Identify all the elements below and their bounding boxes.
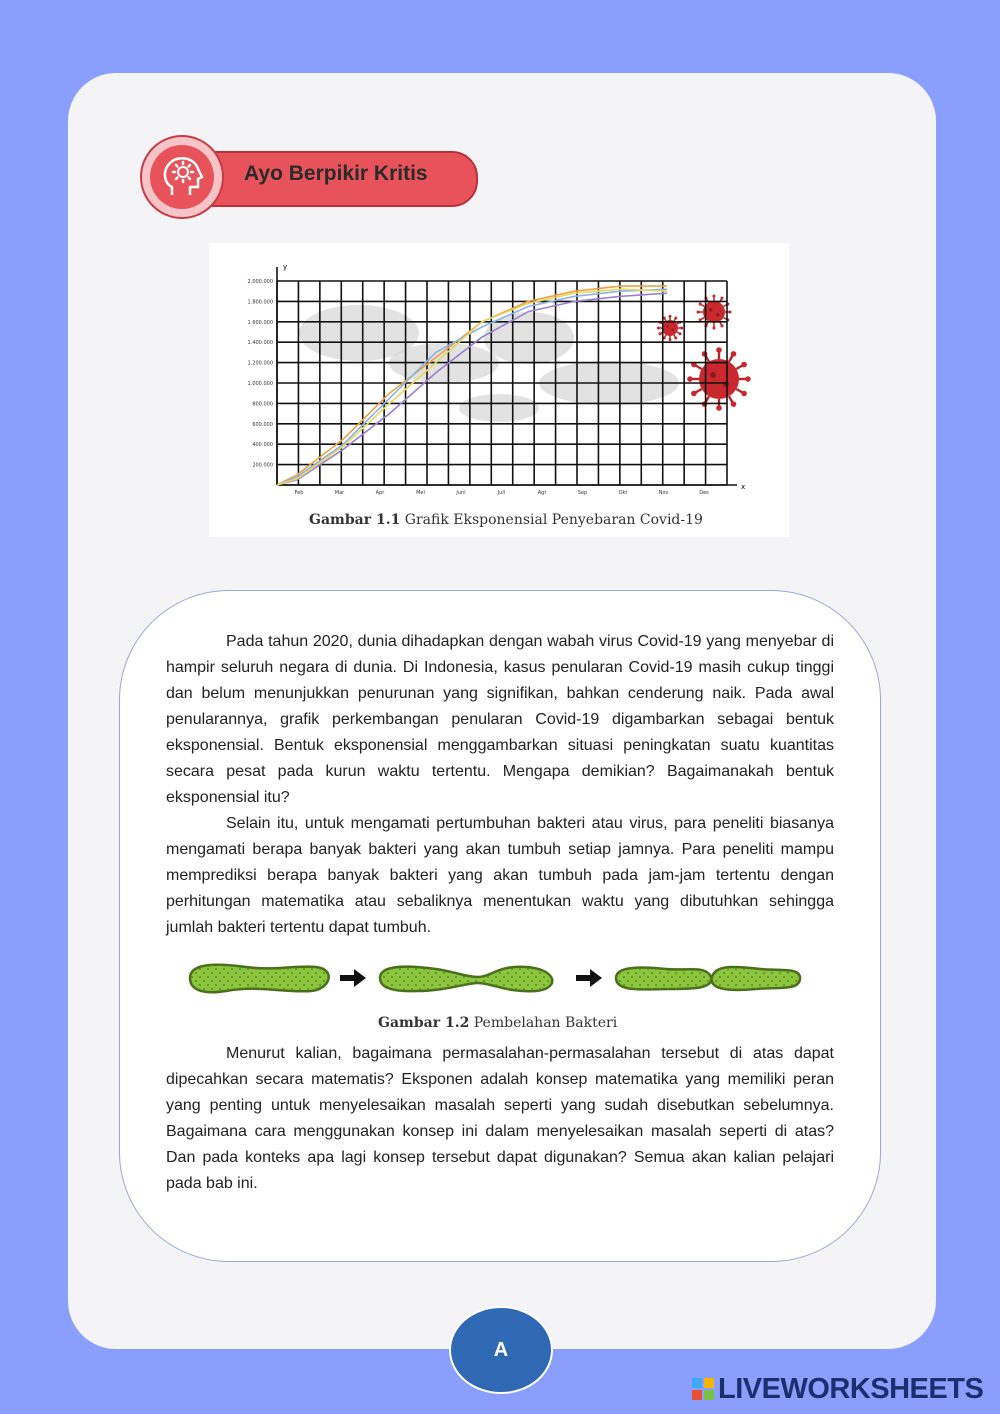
x-tick-label: Juli bbox=[497, 490, 506, 496]
paragraph-3: Menurut kalian, bagaimana permasalahan-permasalahan tersebut di atas dapat dipecahkan secara matematis? Eksponen adalah konsep matematika yang memiliki peran yang penting untuk menyelesaikan masalah seperti yang sudah disebutkan sebelumnya. Bagaimana cara menggunakan konsep ini dalam menyelesaikan masalah seperti di atas? Dan pada konteks apa lagi konsep tersebut dapat digunakan? Semua akan kalian pelajari pada bab ini. bbox=[166, 1045, 834, 1192]
bacterium-whole bbox=[190, 965, 329, 993]
x-tick-label: Agt bbox=[537, 490, 547, 496]
x-tick-label: Mar bbox=[334, 490, 345, 496]
figure-covid-chart bbox=[209, 243, 789, 537]
paragraph-2: Selain itu, untuk mengamati pertumbuhan bakteri atau virus, para peneliti biasanya mengamati berapa banyak bakteri yang akan tumbuh setiap jamnya. Para peneliti mampu memprediksi berapa banyak bakteri yang akan tumbuh pada jam-jam tertentu dengan perhitungan matematika atau sebaliknya menentukan waktu yang dibutuhkan sehingga jumlah bakteri tertentu dapat tumbuh. bbox=[166, 815, 834, 936]
x-tick-label: Feb bbox=[294, 490, 304, 496]
bacteria-division-illustration bbox=[186, 955, 814, 1001]
y-tick-label: 1.600.000 bbox=[247, 319, 273, 326]
y-tick-label: 200.000 bbox=[252, 462, 273, 469]
section-badge bbox=[140, 135, 480, 219]
brand-footer bbox=[692, 1372, 983, 1406]
x-tick-label: Nov bbox=[658, 490, 669, 496]
arrow-icon-1 bbox=[340, 969, 366, 987]
badge-title: Ayo Berpikir Kritis bbox=[244, 162, 428, 185]
bacterium-split-right bbox=[712, 967, 800, 990]
x-tick-label: Apr bbox=[375, 490, 385, 496]
figure2-caption: Gambar 1.2 Pembelahan Bakteri bbox=[378, 1015, 618, 1031]
y-tick-label: 400.000 bbox=[252, 442, 273, 449]
gear-head-icon bbox=[150, 145, 214, 209]
bacterium-dividing bbox=[380, 967, 552, 992]
y-tick-label: 2.000.000 bbox=[247, 279, 273, 285]
y-tick-label: 800.000 bbox=[252, 401, 273, 408]
y-tick-label: 1.400.000 bbox=[247, 340, 273, 347]
y-tick-label: 1.800.000 bbox=[247, 299, 273, 306]
badge-circle bbox=[140, 135, 224, 219]
bacterium-split-left bbox=[616, 968, 711, 990]
brand-name: LIVEWORKSHEETS bbox=[718, 1372, 984, 1405]
x-tick-label: Des bbox=[699, 490, 709, 496]
x-tick-label: Juni bbox=[456, 490, 466, 496]
reading-text-box bbox=[119, 590, 881, 1262]
x-tick-label: Mei bbox=[416, 490, 425, 496]
x-tick-label: Sep bbox=[577, 490, 588, 496]
y-axis-label: y bbox=[283, 263, 288, 271]
virus-icon bbox=[657, 315, 683, 341]
answer-button[interactable]: A bbox=[449, 1306, 553, 1394]
liveworksheets-logo-icon bbox=[692, 1378, 714, 1400]
y-tick-label: 1.000.000 bbox=[247, 381, 273, 387]
figure1-caption: Gambar 1.1 Grafik Eksponensial Penyebaran Covid-19 bbox=[309, 512, 703, 528]
y-tick-label: 1.200.000 bbox=[247, 360, 273, 367]
covid-chart bbox=[209, 243, 789, 505]
map-island bbox=[459, 394, 539, 422]
x-axis-label: x bbox=[741, 483, 746, 491]
arrow-icon-2 bbox=[576, 969, 602, 987]
virus-icon bbox=[687, 347, 751, 411]
paragraph-1: Pada tahun 2020, dunia dihadapkan dengan wabah virus Covid-19 yang menyebar di hampir seluruh negara di dunia. Di Indonesia, kasus penularan Covid-19 masih cukup tinggi dan belum menunjukkan penurunan yang signifikan, bahkan cenderung naik. Pada awal penularannya, grafik perkembangan penularan Covid-19 digambarkan sebagai bentuk eksponensial. Bentuk eksponensial menggambarkan situasi peningkatan suatu kuantitas secara pesat pada kurun waktu tertentu. Mengapa demikian? Bagaimanakah bentuk eksponensial itu? bbox=[166, 633, 834, 806]
x-tick-label: Okt bbox=[618, 490, 628, 496]
y-tick-label: 600.000 bbox=[252, 421, 273, 428]
